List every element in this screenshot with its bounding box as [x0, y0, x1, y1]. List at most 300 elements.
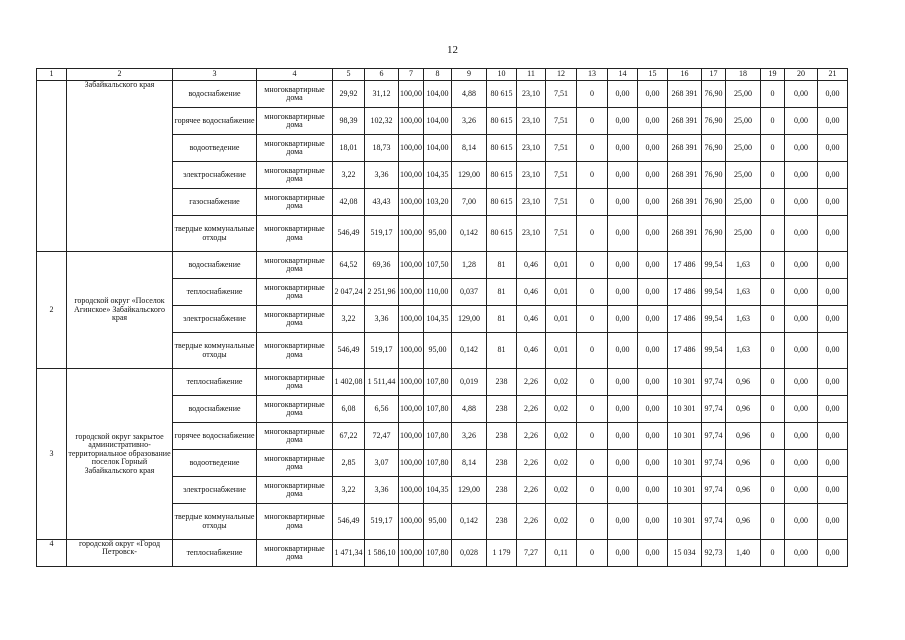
column-number-header: 14	[608, 69, 638, 81]
value-cell: 102,32	[365, 108, 399, 135]
value-cell: 76,90	[702, 135, 726, 162]
value-cell: 10 301	[668, 423, 702, 450]
value-cell: 0	[761, 279, 785, 306]
column-number-header: 6	[365, 69, 399, 81]
column-number-header: 19	[761, 69, 785, 81]
value-cell: 0,00	[638, 216, 668, 252]
value-cell: 72,47	[365, 423, 399, 450]
value-cell: 0,46	[517, 333, 546, 369]
value-cell: 43,43	[365, 189, 399, 216]
value-cell: 100,00	[399, 135, 424, 162]
value-cell: 100,00	[399, 216, 424, 252]
value-cell: 7,27	[517, 540, 546, 567]
value-cell: 0	[761, 504, 785, 540]
value-cell: 0,00	[818, 540, 848, 567]
column-number-header: 4	[257, 69, 333, 81]
table-row	[37, 540, 848, 567]
value-cell: 25,00	[726, 108, 761, 135]
value-cell: 97,74	[702, 450, 726, 477]
municipality-cell: городской округ «Город Петровск-	[67, 540, 173, 567]
service-cell: горячее водоснабжение	[173, 108, 257, 135]
value-cell: 104,35	[424, 162, 452, 189]
row-number-cell	[37, 81, 67, 252]
value-cell: 0,00	[818, 477, 848, 504]
value-cell: 104,00	[424, 108, 452, 135]
value-cell: 0	[761, 477, 785, 504]
housing-type-cell: многоквартирные дома	[257, 279, 333, 306]
value-cell: 6,08	[333, 396, 365, 423]
value-cell: 0,00	[785, 189, 818, 216]
value-cell: 0,00	[608, 252, 638, 279]
value-cell: 238	[487, 450, 517, 477]
value-cell: 76,90	[702, 216, 726, 252]
value-cell: 18,01	[333, 135, 365, 162]
value-cell: 0,00	[818, 369, 848, 396]
housing-type-cell: многоквартирные дома	[257, 333, 333, 369]
value-cell: 0	[761, 306, 785, 333]
value-cell: 3,22	[333, 162, 365, 189]
value-cell: 7,51	[546, 189, 577, 216]
value-cell: 107,50	[424, 252, 452, 279]
value-cell: 0,00	[785, 369, 818, 396]
value-cell: 0,96	[726, 369, 761, 396]
value-cell: 0	[761, 189, 785, 216]
value-cell: 10 301	[668, 504, 702, 540]
value-cell: 100,00	[399, 279, 424, 306]
value-cell: 268 391	[668, 81, 702, 108]
value-cell: 0,028	[452, 540, 487, 567]
service-cell: электроснабжение	[173, 477, 257, 504]
value-cell: 0,00	[608, 450, 638, 477]
value-cell: 0,11	[546, 540, 577, 567]
value-cell: 0,00	[785, 450, 818, 477]
value-cell: 0,00	[818, 423, 848, 450]
value-cell: 100,00	[399, 108, 424, 135]
housing-type-cell: многоквартирные дома	[257, 189, 333, 216]
value-cell: 0,00	[638, 162, 668, 189]
value-cell: 17 486	[668, 279, 702, 306]
value-cell: 100,00	[399, 477, 424, 504]
value-cell: 97,74	[702, 369, 726, 396]
value-cell: 99,54	[702, 252, 726, 279]
housing-type-cell: многоквартирные дома	[257, 252, 333, 279]
value-cell: 0,00	[638, 306, 668, 333]
value-cell: 3,22	[333, 477, 365, 504]
value-cell: 2,26	[517, 504, 546, 540]
value-cell: 238	[487, 504, 517, 540]
value-cell: 0	[761, 423, 785, 450]
value-cell: 268 391	[668, 135, 702, 162]
housing-type-cell: многоквартирные дома	[257, 477, 333, 504]
value-cell: 95,00	[424, 216, 452, 252]
value-cell: 0,00	[818, 216, 848, 252]
value-cell: 95,00	[424, 333, 452, 369]
value-cell: 23,10	[517, 108, 546, 135]
value-cell: 1,40	[726, 540, 761, 567]
value-cell: 0,00	[785, 333, 818, 369]
value-cell: 238	[487, 423, 517, 450]
value-cell: 17 486	[668, 252, 702, 279]
value-cell: 107,80	[424, 450, 452, 477]
value-cell: 0,46	[517, 279, 546, 306]
service-cell: горячее водоснабжение	[173, 423, 257, 450]
value-cell: 17 486	[668, 333, 702, 369]
value-cell: 100,00	[399, 306, 424, 333]
value-cell: 42,08	[333, 189, 365, 216]
value-cell: 129,00	[452, 162, 487, 189]
column-number-header: 5	[333, 69, 365, 81]
housing-type-cell: многоквартирные дома	[257, 396, 333, 423]
value-cell: 2,26	[517, 450, 546, 477]
housing-type-cell: многоквартирные дома	[257, 306, 333, 333]
value-cell: 0,142	[452, 333, 487, 369]
column-number-header: 18	[726, 69, 761, 81]
column-number-header: 17	[702, 69, 726, 81]
value-cell: 0	[761, 369, 785, 396]
column-number-header: 1	[37, 69, 67, 81]
column-number-header: 16	[668, 69, 702, 81]
value-cell: 25,00	[726, 162, 761, 189]
value-cell: 80 615	[487, 81, 517, 108]
value-cell: 81	[487, 306, 517, 333]
value-cell: 3,07	[365, 450, 399, 477]
value-cell: 7,51	[546, 216, 577, 252]
value-cell: 0,00	[818, 504, 848, 540]
value-cell: 100,00	[399, 162, 424, 189]
housing-type-cell: многоквартирные дома	[257, 216, 333, 252]
value-cell: 107,80	[424, 396, 452, 423]
value-cell: 25,00	[726, 81, 761, 108]
service-cell: водоснабжение	[173, 252, 257, 279]
value-cell: 98,39	[333, 108, 365, 135]
value-cell: 7,00	[452, 189, 487, 216]
value-cell: 23,10	[517, 216, 546, 252]
value-cell: 64,52	[333, 252, 365, 279]
value-cell: 0,96	[726, 450, 761, 477]
column-number-header: 3	[173, 69, 257, 81]
value-cell: 8,14	[452, 135, 487, 162]
value-cell: 100,00	[399, 369, 424, 396]
value-cell: 0,00	[818, 306, 848, 333]
header-row	[37, 69, 848, 81]
value-cell: 129,00	[452, 477, 487, 504]
service-cell: твердые коммунальные отходы	[173, 333, 257, 369]
value-cell: 268 391	[668, 216, 702, 252]
value-cell: 81	[487, 333, 517, 369]
value-cell: 100,00	[399, 252, 424, 279]
column-number-header: 20	[785, 69, 818, 81]
municipality-cell: городской округ «Поселок Агинское» Забайкальского края	[67, 252, 173, 369]
table-row	[37, 81, 848, 108]
value-cell: 3,36	[365, 477, 399, 504]
value-cell: 0,00	[818, 189, 848, 216]
service-cell: водоснабжение	[173, 81, 257, 108]
value-cell: 76,90	[702, 189, 726, 216]
value-cell: 1 511,44	[365, 369, 399, 396]
value-cell: 104,35	[424, 477, 452, 504]
service-cell: водоотведение	[173, 450, 257, 477]
value-cell: 100,00	[399, 423, 424, 450]
value-cell: 0,00	[638, 369, 668, 396]
value-cell: 0,00	[638, 477, 668, 504]
row-number-cell: 2	[37, 252, 67, 369]
value-cell: 268 391	[668, 189, 702, 216]
row-number-cell: 3	[37, 369, 67, 540]
housing-type-cell: многоквартирные дома	[257, 369, 333, 396]
value-cell: 0	[761, 333, 785, 369]
value-cell: 2,85	[333, 450, 365, 477]
value-cell: 268 391	[668, 162, 702, 189]
value-cell: 238	[487, 396, 517, 423]
value-cell: 0	[761, 135, 785, 162]
column-number-header: 15	[638, 69, 668, 81]
value-cell: 100,00	[399, 396, 424, 423]
value-cell: 100,00	[399, 450, 424, 477]
value-cell: 23,10	[517, 189, 546, 216]
value-cell: 0,00	[638, 396, 668, 423]
value-cell: 0,02	[546, 423, 577, 450]
value-cell: 0,00	[638, 108, 668, 135]
value-cell: 2,26	[517, 396, 546, 423]
value-cell: 129,00	[452, 306, 487, 333]
service-cell: водоотведение	[173, 135, 257, 162]
value-cell: 0,00	[608, 333, 638, 369]
value-cell: 4,88	[452, 396, 487, 423]
service-cell: твердые коммунальные отходы	[173, 504, 257, 540]
value-cell: 0,01	[546, 333, 577, 369]
value-cell: 1,28	[452, 252, 487, 279]
value-cell: 0,00	[608, 108, 638, 135]
service-cell: газоснабжение	[173, 189, 257, 216]
value-cell: 0	[761, 81, 785, 108]
value-cell: 81	[487, 252, 517, 279]
value-cell: 0,00	[638, 189, 668, 216]
value-cell: 0,02	[546, 369, 577, 396]
value-cell: 80 615	[487, 189, 517, 216]
value-cell: 0	[761, 396, 785, 423]
value-cell: 3,22	[333, 306, 365, 333]
value-cell: 76,90	[702, 162, 726, 189]
value-cell: 69,36	[365, 252, 399, 279]
column-number-header: 7	[399, 69, 424, 81]
value-cell: 0,00	[785, 252, 818, 279]
column-number-header: 21	[818, 69, 848, 81]
service-cell: электроснабжение	[173, 162, 257, 189]
value-cell: 2,26	[517, 369, 546, 396]
value-cell: 104,00	[424, 81, 452, 108]
value-cell: 519,17	[365, 504, 399, 540]
value-cell: 0	[577, 504, 608, 540]
value-cell: 0,037	[452, 279, 487, 306]
table-row	[37, 369, 848, 396]
value-cell: 3,26	[452, 423, 487, 450]
value-cell: 0,00	[818, 279, 848, 306]
value-cell: 0,00	[608, 135, 638, 162]
value-cell: 6,56	[365, 396, 399, 423]
value-cell: 97,74	[702, 504, 726, 540]
value-cell: 0,00	[785, 306, 818, 333]
value-cell: 0	[577, 333, 608, 369]
value-cell: 0,00	[638, 423, 668, 450]
value-cell: 80 615	[487, 162, 517, 189]
value-cell: 97,74	[702, 423, 726, 450]
value-cell: 15 034	[668, 540, 702, 567]
value-cell: 0	[577, 279, 608, 306]
value-cell: 0,00	[608, 279, 638, 306]
column-number-header: 2	[67, 69, 173, 81]
value-cell: 0	[577, 135, 608, 162]
value-cell: 0	[761, 252, 785, 279]
service-cell: теплоснабжение	[173, 540, 257, 567]
value-cell: 0	[761, 162, 785, 189]
value-cell: 0,00	[608, 81, 638, 108]
value-cell: 0	[577, 477, 608, 504]
value-cell: 546,49	[333, 216, 365, 252]
value-cell: 100,00	[399, 81, 424, 108]
value-cell: 3,36	[365, 162, 399, 189]
value-cell: 0,96	[726, 423, 761, 450]
value-cell: 107,80	[424, 540, 452, 567]
value-cell: 0,00	[785, 504, 818, 540]
value-cell: 100,00	[399, 189, 424, 216]
housing-type-cell: многоквартирные дома	[257, 135, 333, 162]
value-cell: 238	[487, 369, 517, 396]
value-cell: 0,46	[517, 252, 546, 279]
value-cell: 0	[761, 450, 785, 477]
value-cell: 0	[577, 369, 608, 396]
value-cell: 107,80	[424, 369, 452, 396]
value-cell: 1,63	[726, 306, 761, 333]
municipality-cell: городской округ закрытое административно-территориальное образование поселок Горный Забайкальского края	[67, 369, 173, 540]
service-cell: теплоснабжение	[173, 369, 257, 396]
table-row	[37, 252, 848, 279]
value-cell: 7,51	[546, 81, 577, 108]
value-cell: 67,22	[333, 423, 365, 450]
value-cell: 8,14	[452, 450, 487, 477]
value-cell: 0	[577, 540, 608, 567]
value-cell: 0,01	[546, 252, 577, 279]
value-cell: 95,00	[424, 504, 452, 540]
value-cell: 23,10	[517, 135, 546, 162]
value-cell: 0,00	[608, 162, 638, 189]
value-cell: 0,02	[546, 450, 577, 477]
value-cell: 18,73	[365, 135, 399, 162]
value-cell: 0,00	[638, 279, 668, 306]
value-cell: 0,00	[638, 504, 668, 540]
service-cell: водоснабжение	[173, 396, 257, 423]
value-cell: 238	[487, 477, 517, 504]
value-cell: 0,00	[785, 423, 818, 450]
column-number-header: 9	[452, 69, 487, 81]
value-cell: 0,00	[608, 369, 638, 396]
value-cell: 0,00	[818, 333, 848, 369]
value-cell: 0	[577, 216, 608, 252]
value-cell: 0,00	[638, 135, 668, 162]
value-cell: 519,17	[365, 216, 399, 252]
value-cell: 0,00	[608, 216, 638, 252]
column-number-header: 13	[577, 69, 608, 81]
value-cell: 2,26	[517, 423, 546, 450]
housing-type-cell: многоквартирные дома	[257, 450, 333, 477]
value-cell: 0	[761, 540, 785, 567]
value-cell: 23,10	[517, 162, 546, 189]
housing-type-cell: многоквартирные дома	[257, 504, 333, 540]
value-cell: 100,00	[399, 504, 424, 540]
housing-type-cell: многоквартирные дома	[257, 81, 333, 108]
value-cell: 0,02	[546, 396, 577, 423]
value-cell: 0	[761, 216, 785, 252]
value-cell: 546,49	[333, 333, 365, 369]
value-cell: 100,00	[399, 333, 424, 369]
value-cell: 7,51	[546, 135, 577, 162]
value-cell: 0,142	[452, 504, 487, 540]
value-cell: 1,63	[726, 333, 761, 369]
value-cell: 0,00	[785, 81, 818, 108]
value-cell: 0,00	[785, 396, 818, 423]
value-cell: 1 179	[487, 540, 517, 567]
value-cell: 1,63	[726, 279, 761, 306]
value-cell: 0,00	[818, 450, 848, 477]
value-cell: 31,12	[365, 81, 399, 108]
value-cell: 0,00	[785, 279, 818, 306]
value-cell: 0,01	[546, 279, 577, 306]
value-cell: 81	[487, 279, 517, 306]
value-cell: 10 301	[668, 369, 702, 396]
value-cell: 80 615	[487, 216, 517, 252]
value-cell: 0,00	[785, 477, 818, 504]
value-cell: 2,26	[517, 477, 546, 504]
value-cell: 104,00	[424, 135, 452, 162]
column-number-header: 11	[517, 69, 546, 81]
value-cell: 0,02	[546, 504, 577, 540]
value-cell: 0	[577, 396, 608, 423]
value-cell: 1 402,08	[333, 369, 365, 396]
housing-type-cell: многоквартирные дома	[257, 162, 333, 189]
municipality-cell: Забайкальского края	[67, 81, 173, 252]
value-cell: 17 486	[668, 306, 702, 333]
value-cell: 0,00	[608, 477, 638, 504]
value-cell: 25,00	[726, 216, 761, 252]
value-cell: 0,00	[638, 81, 668, 108]
value-cell: 546,49	[333, 504, 365, 540]
value-cell: 2 251,96	[365, 279, 399, 306]
value-cell: 0,00	[638, 252, 668, 279]
value-cell: 0,00	[785, 540, 818, 567]
value-cell: 10 301	[668, 396, 702, 423]
value-cell: 0	[577, 450, 608, 477]
value-cell: 0,00	[818, 162, 848, 189]
column-number-header: 12	[546, 69, 577, 81]
value-cell: 10 301	[668, 450, 702, 477]
value-cell: 0,00	[608, 189, 638, 216]
value-cell: 76,90	[702, 81, 726, 108]
row-number-cell: 4	[37, 540, 67, 567]
value-cell: 0,00	[818, 135, 848, 162]
value-cell: 0,00	[785, 162, 818, 189]
value-cell: 0	[577, 81, 608, 108]
value-cell: 97,74	[702, 477, 726, 504]
value-cell: 25,00	[726, 135, 761, 162]
value-cell: 7,51	[546, 162, 577, 189]
housing-type-cell: многоквартирные дома	[257, 108, 333, 135]
value-cell: 0,00	[818, 252, 848, 279]
value-cell: 0	[577, 306, 608, 333]
value-cell: 0	[761, 108, 785, 135]
value-cell: 103,20	[424, 189, 452, 216]
value-cell: 2 047,24	[333, 279, 365, 306]
column-number-header: 8	[424, 69, 452, 81]
value-cell: 0,00	[608, 423, 638, 450]
